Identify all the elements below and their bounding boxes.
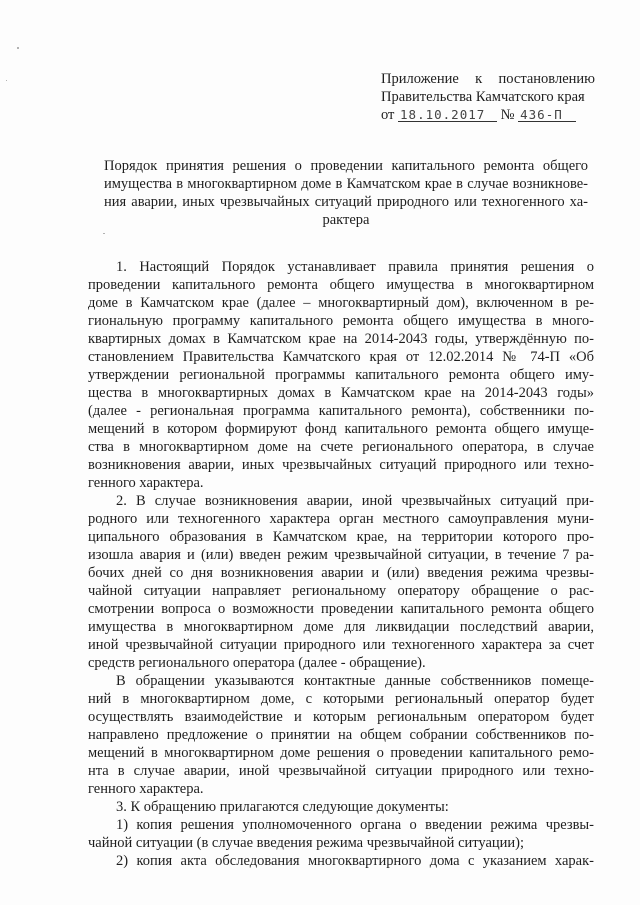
body-text-line: ципального образования в Камчатском крае, на территории которого про-: [88, 529, 594, 545]
body-text-line: гиональную программу капитального ремонта общего имущества в много-: [88, 313, 594, 329]
body-text-line: В обращении указываются контактные данные собственников помеще-: [116, 673, 594, 689]
body-text-line: 2. В случае возникновения аварии, иной чрезвычайных ситуаций при-: [116, 493, 594, 509]
scan-speck: [6, 80, 7, 81]
body-text-line: (далее - региональная программа капитального ремонта), собственники по-: [88, 403, 594, 419]
body-text-line: нта в случае аварии, иной чрезвычайной ситуации природного или техно-: [88, 763, 594, 779]
appendix-number-sign: №: [500, 107, 515, 123]
body-text-line: проведении капитального ремонта общего имущества в многоквартирном: [88, 277, 594, 293]
body-text-line: генного характера.: [88, 781, 204, 797]
body-text-line: направлено предложение о принятии на общем собрании собственников по-: [88, 727, 594, 743]
body-text-line: изошла авария и (или) введен режим чрезвычайной ситуации, в течение 7 ра-: [88, 547, 594, 563]
body-text-line: имущества в многоквартирном доме для ликвидации последствий аварии,: [88, 619, 594, 635]
body-text-line: доме в Камчатском крае (далее – многоквартирный дом), включенном в ре-: [88, 295, 594, 311]
body-text-line: становлением Правительства Камчатского края от 12.02.2014 № 74-П «Об: [88, 349, 594, 365]
document-title: [104, 157, 588, 229]
body-text-line: квартирных домах в Камчатском крае на 2014-2043 годы, утверждённую по-: [88, 331, 594, 347]
body-text-line: мещений в многоквартирном доме решения о проведении капитального ремо-: [88, 745, 594, 761]
body-text-line: чайной ситуации направляет региональному оператору обращение о рас-: [88, 583, 594, 599]
body-text-line: щества в многоквартирных домах в Камчатском крае на 2014-2043 годы»: [88, 385, 594, 401]
scan-speck: [17, 47, 19, 49]
body-text-line: чайной ситуации (в случае введения режима чрезвычайной ситуации);: [88, 835, 525, 851]
scan-speck: [103, 233, 105, 234]
body-text-line: ний в многоквартирном доме, с которыми региональный оператор будет: [88, 691, 594, 707]
body-text-line: 1) копия решения уполномоченного органа о введении режима чрезвы-: [116, 817, 594, 833]
appendix-date: 18.10.2017: [398, 108, 497, 122]
body-text-line: бочих дней со дня возникновения аварии и (или) введения режима чрезвы-: [88, 565, 594, 581]
body-text-line: родного или техногенного характера орган местного самоуправления муни-: [88, 511, 594, 527]
title-line: рактера: [322, 212, 370, 228]
body-text-line: утверждении региональной программы капитального ремонта общего иму-: [88, 367, 594, 383]
title-line: ния аварии, иных чрезвычайных ситуаций природного или техногенного ха-: [104, 194, 588, 210]
appendix-line-1: Приложение к постановлению: [381, 71, 595, 87]
title-line: Порядок принятия решения о проведении капитального ремонта общего: [104, 158, 588, 174]
body-text-line: иной чрезвычайной ситуации природного или техногенного характера за счет: [88, 637, 594, 653]
body-text-line: 3. К обращению прилагаются следующие документы:: [116, 799, 449, 815]
title-line: имущества в многоквартирном доме в Камчатском крае в случае возникнове-: [104, 176, 588, 192]
body-text-line: 2) копия акта обследования многоквартирного дома с указанием харак-: [116, 853, 594, 869]
body-text-line: смотрении вопроса о возможности проведении капитального ремонта общего: [88, 601, 594, 617]
appendix-line-2: Правительства Камчатского края: [381, 89, 585, 105]
appendix-line-3: [381, 106, 595, 124]
document-body: [88, 258, 594, 870]
body-text-line: генного характера.: [88, 475, 204, 491]
body-text-line: средств регионального оператора (далее - обращение).: [88, 655, 426, 671]
body-text-line: возникновения аварии, иных чрезвычайных ситуаций природного или техно-: [88, 457, 594, 473]
appendix-from-label: от: [381, 107, 395, 123]
body-text-line: ства в многоквартирном доме на счете регионального оператора, в случае: [88, 439, 594, 455]
body-text-line: мещений в котором формируют фонд капитального ремонта общего имуще-: [88, 421, 594, 437]
body-text-line: осуществлять взаимодействие и которым региональным оператором будет: [88, 709, 594, 725]
appendix-header: [381, 70, 595, 124]
appendix-number: 436-П: [518, 108, 576, 122]
body-text-line: 1. Настоящий Порядок устанавливает правила принятия решения о: [116, 259, 594, 275]
